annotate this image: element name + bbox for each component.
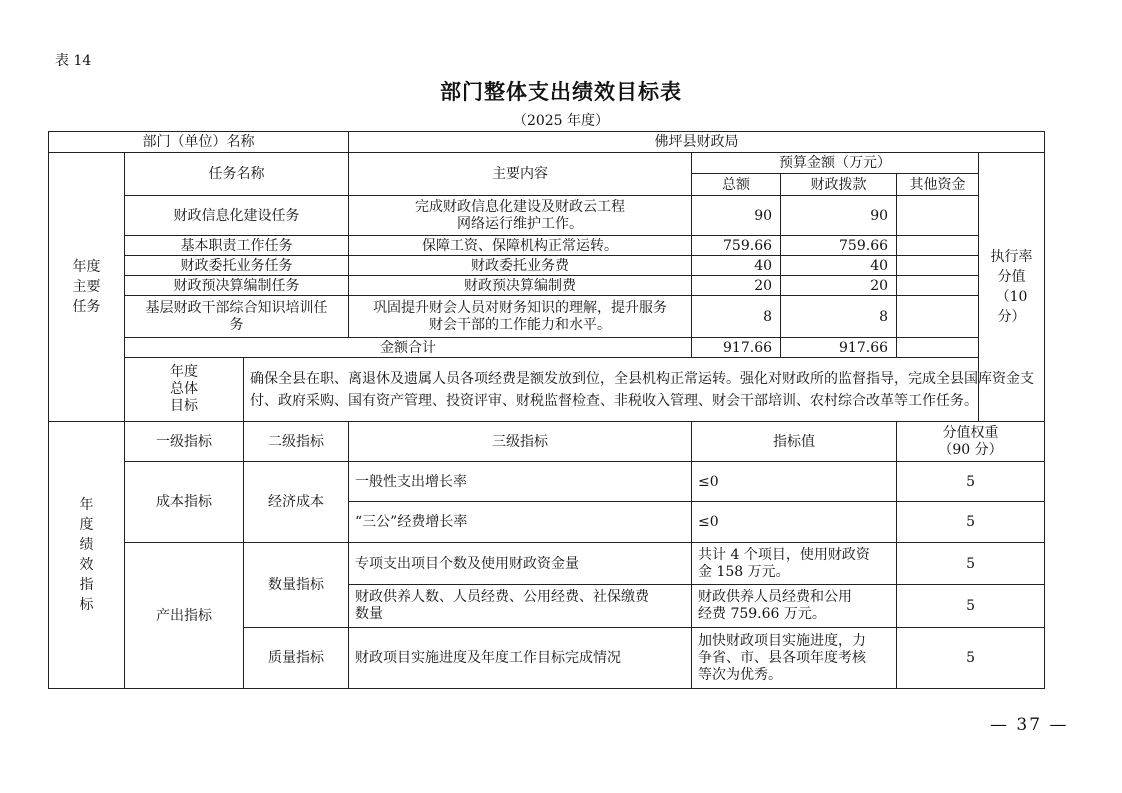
task-total: 8 (692, 296, 781, 338)
output-indicator-l1: 产出指标 (125, 543, 244, 689)
col-fiscal: 财政拨款 (781, 174, 897, 196)
task-fiscal: 759.66 (781, 236, 897, 256)
overall-target-label: 年度 总体 目标 (125, 358, 244, 422)
indicator-l3: 一般性支出增长率 (349, 462, 692, 502)
task-header-row (49, 153, 1045, 174)
indicator-header-row (49, 422, 1045, 462)
task-other (897, 296, 979, 338)
task-row (49, 256, 1045, 276)
task-name: 财政预决算编制任务 (125, 276, 349, 296)
task-name: 基层财政干部综合知识培训任 务 (125, 296, 349, 338)
task-row (49, 236, 1045, 256)
cost-indicator-l2: 经济成本 (244, 462, 349, 543)
task-other (897, 256, 979, 276)
task-fiscal: 20 (781, 276, 897, 296)
indicator-value: 财政供养人员经费和公用 经费 759.66 万元。 (692, 585, 897, 628)
overall-target-text: 确保全县在职、离退休及遗属人员各项经费是额发放到位，全县机构正常运转。强化对财政所的监督指导，完成全县国库资金支付、政府采购、国有资产管理、投资评审、财税监督检查、非税收入管理、财会干部培训、农村综合改革等工作任务。 (244, 358, 1045, 422)
task-total: 20 (692, 276, 781, 296)
indicator-value: 共计 4 个项目，使用财政资 金 158 万元。 (692, 543, 897, 585)
overall-target-row (49, 358, 1045, 422)
task-name: 财政委托业务任务 (125, 256, 349, 276)
col-weight: 分值权重 （90 分） (897, 422, 1045, 462)
indicator-row (49, 462, 1045, 502)
indicator-value: ≤0 (692, 502, 897, 543)
annual-tasks-label: 年度 主要 任务 (49, 153, 125, 422)
sum-other (897, 338, 979, 358)
task-content: 完成财政信息化建设及财政云工程 网络运行维护工作。 (349, 196, 692, 236)
table-number: 表 14 (55, 53, 92, 69)
task-total: 759.66 (692, 236, 781, 256)
indicator-value: ≤0 (692, 462, 897, 502)
task-row (49, 196, 1045, 236)
indicator-l3: 专项支出项目个数及使用财政资金量 (349, 543, 692, 585)
task-fiscal: 90 (781, 196, 897, 236)
document-title: 部门整体支出绩效目标表 (440, 79, 682, 104)
task-content: 财政委托业务费 (349, 256, 692, 276)
task-name: 基本职责工作任务 (125, 236, 349, 256)
quality-indicator-l2: 质量指标 (244, 628, 349, 689)
task-name: 财政信息化建设任务 (125, 196, 349, 236)
indicator-weight: 5 (897, 628, 1045, 689)
execution-rate-score: 执行率 分值 （10 分） (979, 153, 1045, 422)
task-other (897, 276, 979, 296)
col-other: 其他资金 (897, 174, 979, 196)
task-other (897, 196, 979, 236)
quantity-indicator-l2: 数量指标 (244, 543, 349, 628)
col-level1: 一级指标 (125, 422, 244, 462)
col-main-content: 主要内容 (349, 153, 692, 196)
indicator-weight: 5 (897, 502, 1045, 543)
col-task-name: 任务名称 (125, 153, 349, 196)
document-year: （2025 年度） (512, 113, 610, 129)
dept-label: 部门（单位）名称 (49, 132, 349, 153)
annual-indicators-label: 年 度 绩 效 指 标 (49, 422, 125, 689)
page-number: — 37 — (990, 715, 1069, 735)
indicator-value: 加快财政项目实施进度，力 争省、市、县各项年度考核 等次为优秀。 (692, 628, 897, 689)
task-content: 财政预决算编制费 (349, 276, 692, 296)
indicator-l3: “三公”经费增长率 (349, 502, 692, 543)
task-fiscal: 40 (781, 256, 897, 276)
sum-total: 917.66 (692, 338, 781, 358)
indicator-weight: 5 (897, 585, 1045, 628)
sum-row (49, 338, 1045, 358)
cost-indicator-l1: 成本指标 (125, 462, 244, 543)
dept-row (49, 132, 1045, 153)
task-total: 90 (692, 196, 781, 236)
sum-fiscal: 917.66 (781, 338, 897, 358)
task-content: 保障工资、保障机构正常运转。 (349, 236, 692, 256)
indicator-row (49, 543, 1045, 585)
indicator-weight: 5 (897, 462, 1045, 502)
col-indicator-value: 指标值 (692, 422, 897, 462)
col-level3: 三级指标 (349, 422, 692, 462)
indicator-l3: 财政供养人数、人员经费、公用经费、社保缴费 数量 (349, 585, 692, 628)
task-fiscal: 8 (781, 296, 897, 338)
col-total: 总额 (692, 174, 781, 196)
performance-target-table (48, 131, 1045, 689)
col-budget-amount: 预算金额（万元） (692, 153, 979, 174)
task-other (897, 236, 979, 256)
sum-label: 金额合计 (125, 338, 692, 358)
indicator-weight: 5 (897, 543, 1045, 585)
col-level2: 二级指标 (244, 422, 349, 462)
task-row (49, 296, 1045, 338)
task-content: 巩固提升财会人员对财务知识的理解，提升服务 财会干部的工作能力和水平。 (349, 296, 692, 338)
task-total: 40 (692, 256, 781, 276)
indicator-l3: 财政项目实施进度及年度工作目标完成情况 (349, 628, 692, 689)
task-row (49, 276, 1045, 296)
dept-value: 佛坪县财政局 (349, 132, 1045, 153)
